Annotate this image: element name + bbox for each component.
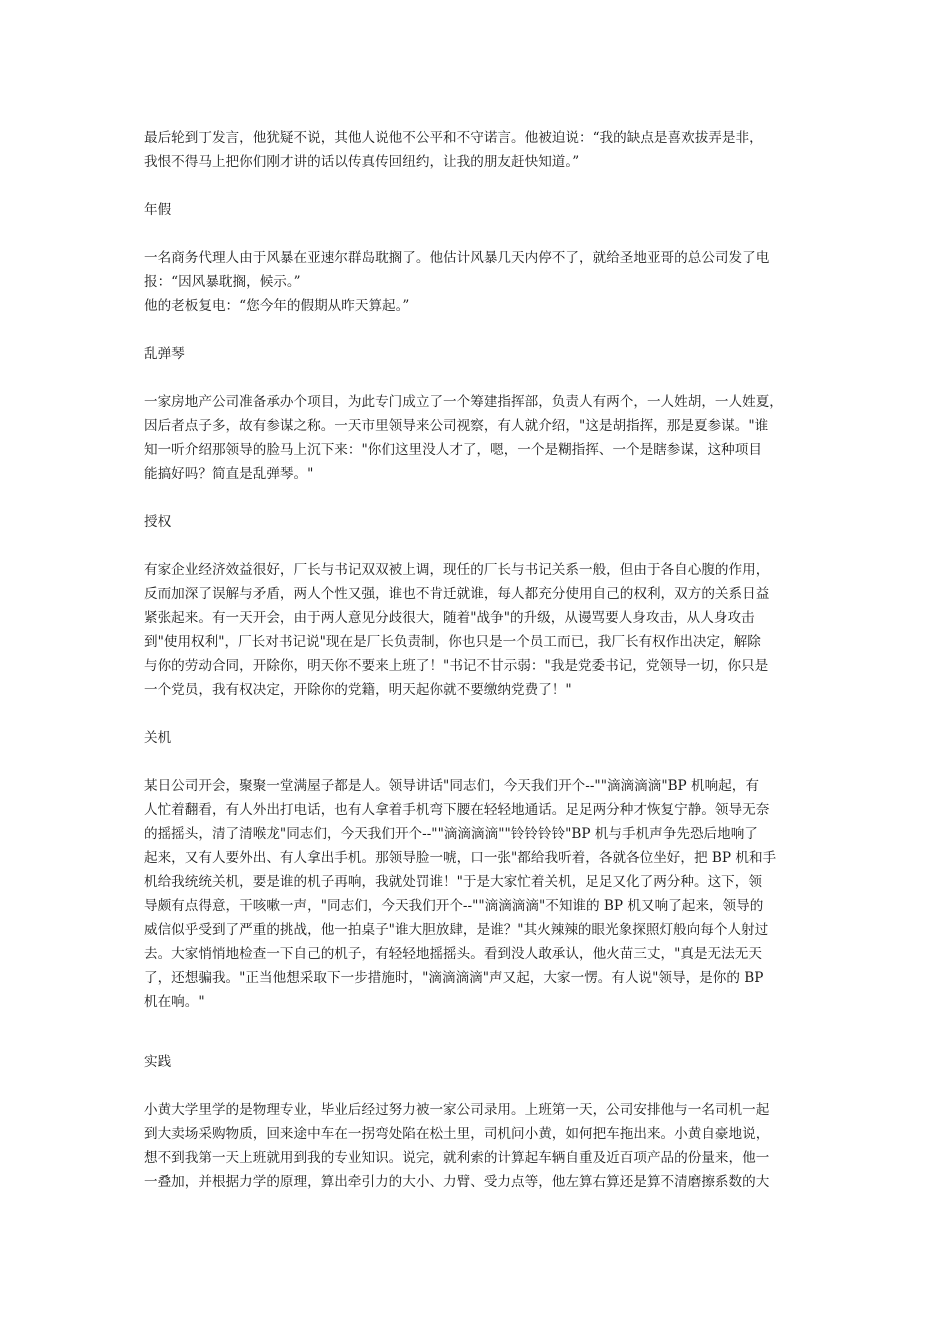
paragraph-line: 导颇有点得意，干咳嗽一声，"同志们，今天我们开个--""滴滴滴滴"不知谁的 BP 机又响了起来，领导的 bbox=[144, 898, 764, 914]
paragraph-line: 他的老板复电：“您今年的假期从昨天算起。” bbox=[144, 298, 410, 314]
paragraph-line: 反而加深了误解与矛盾，两人个性又强，谁也不肯迁就谁，每人都充分使用自己的权利，双方的关系日益 bbox=[144, 586, 770, 602]
paragraph-line: 某日公司开会，聚聚一堂满屋子都是人。领导讲话"同志们，今天我们开个--""滴滴滴滴"BP 机响起，有 bbox=[144, 778, 759, 794]
section-heading-authorization: 授权 bbox=[144, 514, 172, 530]
paragraph-line: 能搞好吗？简直是乱弹琴。" bbox=[144, 466, 314, 482]
section-heading-practice: 实践 bbox=[144, 1054, 172, 1070]
paragraph-line: 到大卖场采购物质，回来途中车在一拐弯处陷在松土里，司机问小黄，如何把车拖出来。小黄自豪地说， bbox=[144, 1126, 770, 1142]
paragraph-line: 我恨不得马上把你们刚才讲的话以传真传回纽约，让我的朋友赶快知道。” bbox=[144, 154, 580, 170]
paragraph-line: 的摇摇头，清了清喉龙"同志们，今天我们开个--""滴滴滴滴""铃铃铃铃"BP 机与手机声争先恐后地响了 bbox=[144, 826, 758, 842]
paragraph-line: 有家企业经济效益很好，厂长与书记双双被上调，现任的厂长与书记关系一般，但由于各自心腹的作用， bbox=[144, 562, 770, 578]
paragraph-line: 想不到我第一天上班就用到我的专业知识。说完，就利索的计算起车辆自重及近百项产品的份量来，他一 bbox=[144, 1150, 770, 1166]
paragraph-line: 一家房地产公司准备承办个项目，为此专门成立了一个筹建指挥部，负责人有两个，一人姓胡，一人姓夏， bbox=[144, 394, 783, 410]
section-heading-annual-leave: 年假 bbox=[144, 202, 172, 218]
paragraph-line: 最后轮到丁发言，他犹疑不说，其他人说他不公平和不守诺言。他被迫说：“我的缺点是喜欢拔弄是非， bbox=[144, 130, 763, 146]
paragraph-line: 报：“因风暴耽搁，候示。” bbox=[144, 274, 301, 290]
section-heading-power-off: 关机 bbox=[144, 730, 172, 746]
paragraph-line: 到"使用权利"，厂长对书记说"现在是厂长负责制，你也只是一个员工而已，我厂长有权作出决定，解除 bbox=[144, 634, 761, 650]
paragraph-line: 一个党员，我有权决定，开除你的党籍，明天起你就不要缴纳党费了！" bbox=[144, 682, 572, 698]
paragraph-line: 了，还想骗我。"正当他想采取下一步措施时，"滴滴滴滴"声又起，大家一愣。有人说"领导，是你的 BP bbox=[144, 970, 764, 986]
paragraph-line: 机给我统统关机，要是谁的机子再响，我就处罚谁！"于是大家忙着关机，足足又化了两分种。这下，领 bbox=[144, 874, 762, 890]
paragraph-line: 一叠加，并根据力学的原理，算出牵引力的大小、力臂、受力点等，他左算右算还是算不清磨擦系数的大 bbox=[144, 1174, 770, 1190]
paragraph-line: 知一听介绍那领导的脸马上沉下来："你们这里没人才了，嗯，一个是糊指挥、一个是瞎参谋，这种项目 bbox=[144, 442, 762, 458]
paragraph-line: 起来，又有人要外出、有人拿出手机。那领导脸一唬，口一张"都给我听着，各就各位坐好，把 BP 机和手 bbox=[144, 850, 777, 866]
paragraph-line: 与你的劳动合同，开除你，明天你不要来上班了！"书记不甘示弱："我是党委书记，党领导一切，你只是 bbox=[144, 658, 769, 674]
paragraph-line: 机在响。" bbox=[144, 994, 205, 1010]
paragraph-line: 紧张起来。有一天开会，由于两人意见分歧很大，随着"战争"的升级，从谩骂要人身攻击，从人身攻击 bbox=[144, 610, 755, 626]
paragraph-line: 一名商务代理人由于风暴在亚速尔群岛耽搁了。他估计风暴几天内停不了，就给圣地亚哥的总公司发了电 bbox=[144, 250, 770, 266]
paragraph-line: 因后者点子多，故有参谋之称。一天市里领导来公司视察，有人就介绍，"这是胡指挥，那是夏参谋。"谁 bbox=[144, 418, 769, 434]
paragraph-line: 威信似乎受到了严重的挑战，他一拍桌子"谁大胆放肆，是谁？"其火辣辣的眼光象探照灯般向每个人射过 bbox=[144, 922, 769, 938]
paragraph-line: 去。大家悄悄地检查一下自己的机子，有轻轻地摇摇头。看到没人敢承认，他火苗三丈，"真是无法无天 bbox=[144, 946, 762, 962]
paragraph-line: 人忙着翻看，有人外出打电话，也有人拿着手机弯下腰在轻轻地通话。足足两分种才恢复宁静。领导无奈 bbox=[144, 802, 770, 818]
paragraph-line: 小黄大学里学的是物理专业，毕业后经过努力被一家公司录用。上班第一天，公司安排他与一名司机一起 bbox=[144, 1102, 770, 1118]
section-heading-nonsense: 乱弹琴 bbox=[144, 346, 185, 362]
